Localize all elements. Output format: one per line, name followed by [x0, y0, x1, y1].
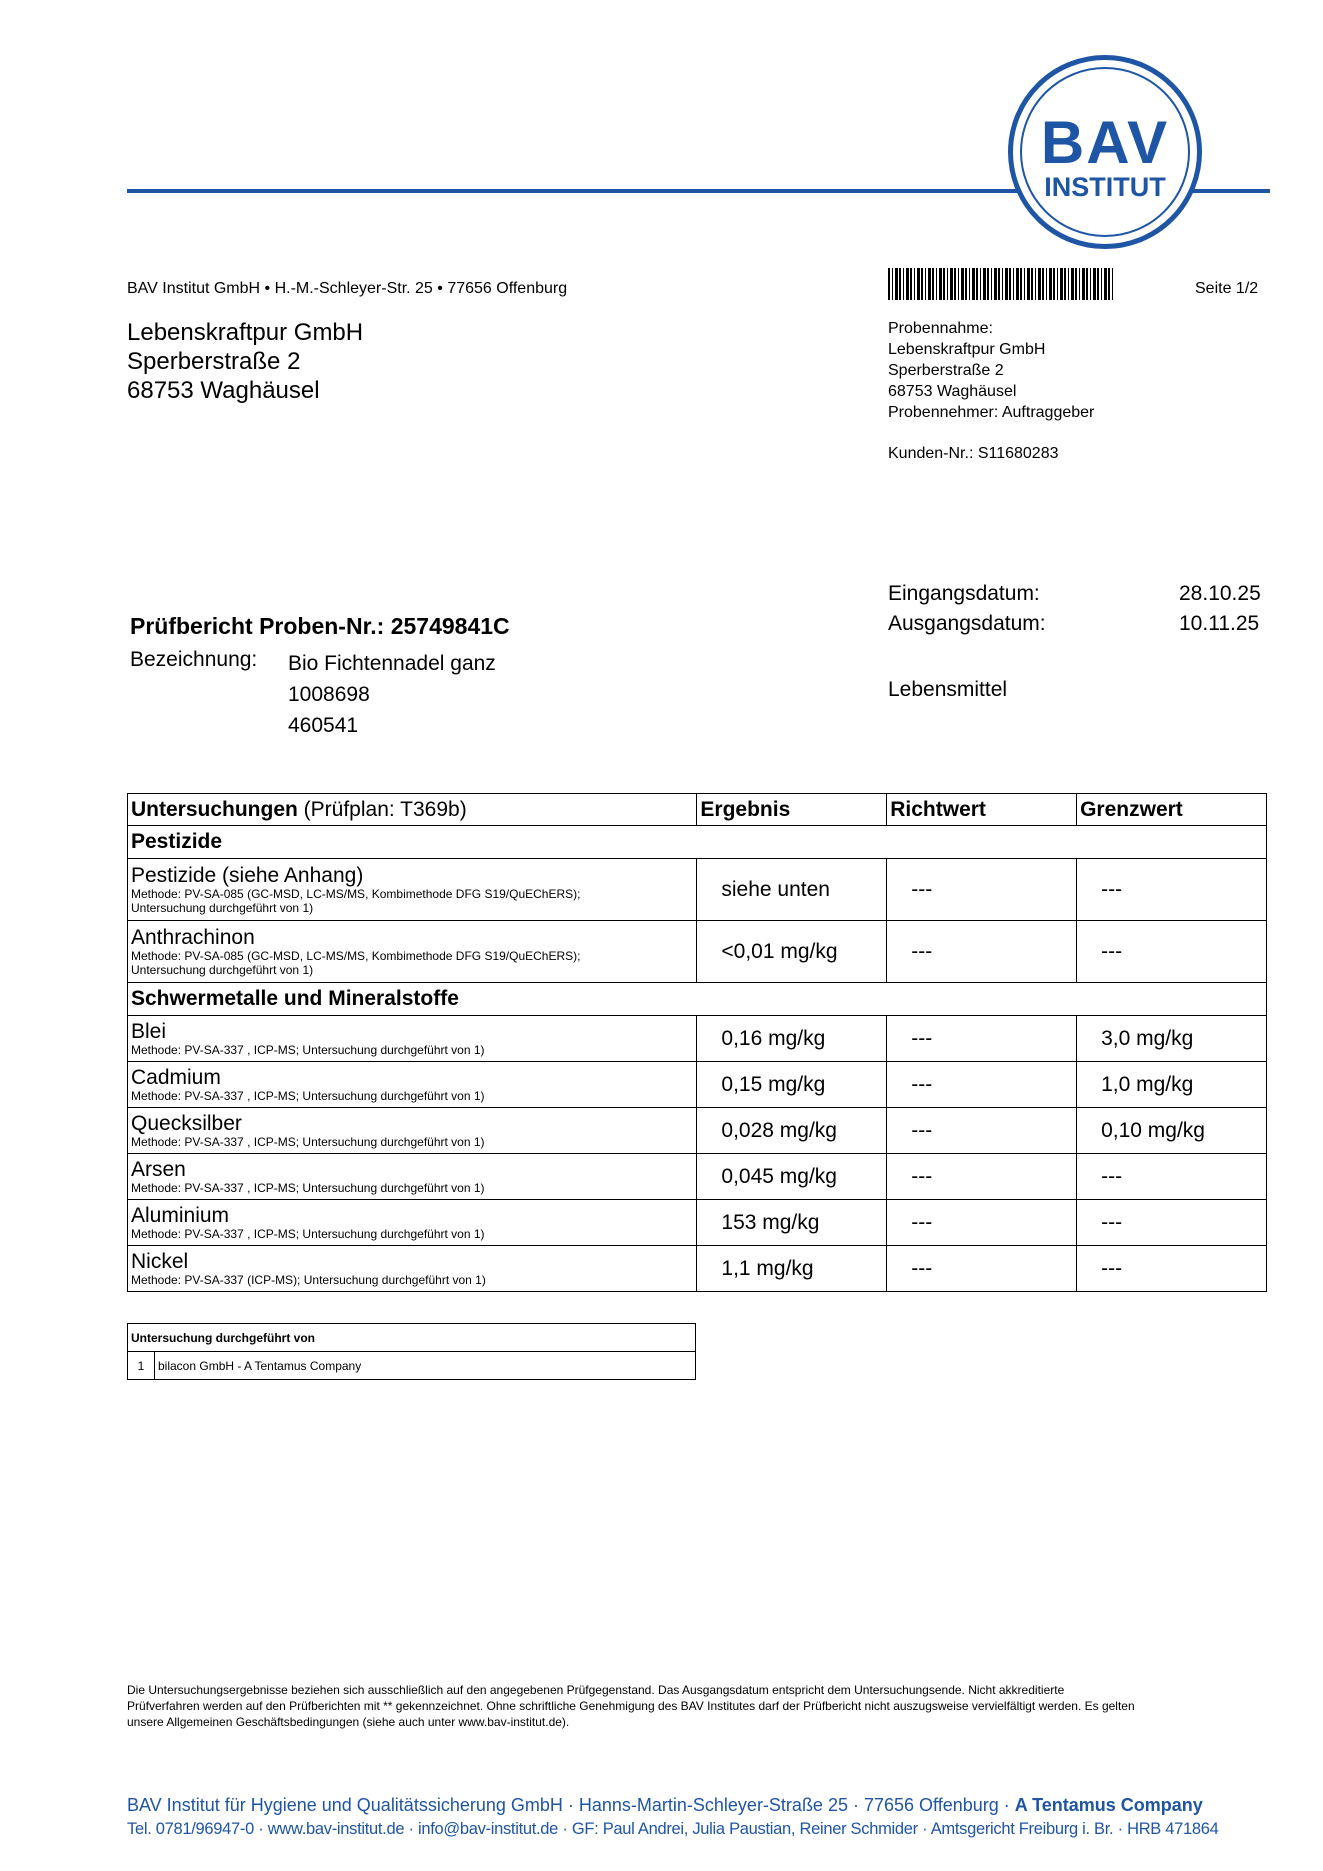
result: siehe unten — [697, 859, 887, 921]
result: 153 mg/kg — [697, 1200, 887, 1246]
page-number: Seite 1/2 — [1195, 280, 1259, 297]
disclaimer-line: unsere Allgemeinen Geschäftsbedingungen (siehe auch unter www.bav-institut.de). — [127, 1715, 570, 1729]
result: <0,01 mg/kg — [697, 921, 887, 983]
in-date: 28.10.25 — [1179, 582, 1261, 605]
labs-table — [127, 1323, 696, 1380]
guide-value: --- — [887, 1108, 1077, 1154]
header-result: Ergebnis — [697, 794, 887, 826]
method-note: Untersuchung durchgeführt von 1) — [131, 900, 314, 915]
in-date-label: Eingangsdatum: — [888, 582, 1040, 605]
method: Methode: PV-SA-337 (ICP-MS); Untersuchung durchgeführt von 1) — [131, 1272, 486, 1287]
table-row — [128, 1062, 1267, 1108]
table-row — [128, 1108, 1267, 1154]
disclaimer — [127, 1682, 1135, 1730]
limit-value: 1,0 mg/kg — [1077, 1062, 1267, 1108]
result: 0,16 mg/kg — [697, 1016, 887, 1062]
out-date-label: Ausgangsdatum: — [888, 612, 1046, 635]
guide-value: --- — [887, 1200, 1077, 1246]
limit-value: --- — [1077, 1154, 1267, 1200]
recipient-line: 68753 Waghäusel — [127, 377, 320, 404]
sampling-info — [888, 318, 1094, 464]
guide-value: --- — [887, 1062, 1077, 1108]
labs-title: Untersuchung durchgeführt von — [128, 1324, 696, 1352]
result: 0,15 mg/kg — [697, 1062, 887, 1108]
method: Methode: PV-SA-337 , ICP-MS; Untersuchung durchgeführt von 1) — [131, 1180, 485, 1195]
method-note: Untersuchung durchgeführt von 1) — [131, 962, 314, 977]
sampling-line: 68753 Waghäusel — [888, 383, 1017, 400]
lab-number: 1 — [128, 1352, 155, 1380]
table-row — [128, 921, 1267, 983]
customer-number: Kunden-Nr.: S11680283 — [888, 445, 1059, 462]
bav-logo — [1008, 55, 1202, 249]
description — [288, 648, 496, 741]
description-line: Bio Fichtennadel ganz — [288, 652, 496, 675]
sampling-line: Probennehmer: Auftraggeber — [888, 404, 1095, 421]
method: Methode: PV-SA-337 , ICP-MS; Untersuchung durchgeführt von 1) — [131, 1226, 485, 1241]
recipient-address — [127, 318, 363, 405]
section-row — [128, 983, 1267, 1016]
footer-line-1 — [127, 1795, 1203, 1816]
method: Methode: PV-SA-337 , ICP-MS; Untersuchung durchgeführt von 1) — [131, 1088, 485, 1103]
limit-value: --- — [1077, 1200, 1267, 1246]
limit-value: --- — [1077, 859, 1267, 921]
analyte-name: Blei — [131, 1019, 167, 1043]
analyte-name: Pestizide (siehe Anhang) — [131, 863, 364, 887]
logo-subtext: INSTITUT — [1044, 172, 1166, 202]
footer-address: BAV Institut für Hygiene und Qualitätssicherung GmbH · Hanns-Martin-Schleyer-Straße 25 · 77656 Offenburg · — [127, 1795, 1015, 1815]
method: Methode: PV-SA-085 (GC-MSD, LC-MS/MS, Kombimethode DFG S19/QuEChERS); — [131, 886, 581, 901]
result: 0,045 mg/kg — [697, 1154, 887, 1200]
section-title: Schwermetalle und Mineralstoffe — [128, 983, 1267, 1016]
sampling-label: Probennahme: — [888, 320, 993, 337]
analyte-name: Cadmium — [131, 1065, 221, 1089]
description-label: Bezeichnung: — [130, 648, 258, 671]
footer-company: A Tentamus Company — [1014, 1795, 1203, 1815]
analyte-name: Nickel — [131, 1249, 189, 1273]
limit-value: 3,0 mg/kg — [1077, 1016, 1267, 1062]
sender-line: BAV Institut GmbH • H.-M.-Schleyer-Str. 25 • 77656 Offenburg — [127, 280, 568, 297]
limit-value: --- — [1077, 921, 1267, 983]
disclaimer-line: Die Untersuchungsergebnisse beziehen sich ausschließlich auf den angegebenen Prüfgegenstand. Das Ausgangsdatum entspricht dem Untersuchungsende. Nicht akkreditierte — [127, 1683, 1065, 1697]
header-investigations: Untersuchungen — [131, 797, 298, 821]
header-limit: Grenzwert — [1077, 794, 1267, 826]
analyte-name: Aluminium — [131, 1203, 230, 1227]
analyte-name: Anthrachinon — [131, 925, 255, 949]
limit-value: 0,10 mg/kg — [1077, 1108, 1267, 1154]
section-title: Pestizide — [128, 826, 1267, 859]
footer-line-2: Tel. 0781/96947-0 · www.bav-institut.de · info@bav-institut.de · GF: Paul Andrei, Julia Paustian, Reiner Schmider · Amtsgericht Freiburg i. Br. · HRB 471864 — [127, 1820, 1219, 1838]
barcode — [888, 268, 1113, 300]
category: Lebensmittel — [888, 678, 1008, 701]
sampling-line: Sperberstraße 2 — [888, 362, 1004, 379]
lab-name: bilacon GmbH - A Tentamus Company — [155, 1352, 696, 1380]
table-header — [128, 794, 1267, 826]
sampling-line: Lebenskraftpur GmbH — [888, 341, 1046, 358]
report-title: Prüfbericht Proben-Nr.: 25749841C — [130, 613, 510, 639]
table-row — [128, 1154, 1267, 1200]
logo-text: BAV — [1040, 109, 1170, 176]
disclaimer-line: Prüfverfahren werden auf den Prüfberichten mit ** gekennzeichnet. Ohne schriftliche Genehmigung des BAV Institutes darf der Prüfbericht nicht auszugsweise vervielfältigt werden. Es gelten — [127, 1699, 1135, 1713]
out-date: 10.11.25 — [1179, 612, 1260, 635]
guide-value: --- — [887, 1246, 1077, 1292]
method: Methode: PV-SA-337 , ICP-MS; Untersuchung durchgeführt von 1) — [131, 1134, 485, 1149]
recipient-line: Lebenskraftpur GmbH — [127, 319, 364, 346]
method: Methode: PV-SA-085 (GC-MSD, LC-MS/MS, Kombimethode DFG S19/QuEChERS); — [131, 948, 581, 963]
description-line: 1008698 — [288, 683, 370, 706]
guide-value: --- — [887, 921, 1077, 983]
header-guide: Richtwert — [887, 794, 1077, 826]
table-row — [128, 1016, 1267, 1062]
analyte-name: Quecksilber — [131, 1111, 242, 1135]
guide-value: --- — [887, 1154, 1077, 1200]
table-row — [128, 859, 1267, 921]
recipient-line: Sperberstraße 2 — [127, 348, 301, 375]
result: 0,028 mg/kg — [697, 1108, 887, 1154]
method: Methode: PV-SA-337 , ICP-MS; Untersuchung durchgeführt von 1) — [131, 1042, 485, 1057]
description-line: 460541 — [288, 714, 359, 737]
guide-value: --- — [887, 1016, 1077, 1062]
result: 1,1 mg/kg — [697, 1246, 887, 1292]
results-table — [127, 793, 1267, 1292]
limit-value: --- — [1077, 1246, 1267, 1292]
header-plan: (Prüfplan: T369b) — [297, 797, 467, 821]
section-row — [128, 826, 1267, 859]
analyte-name: Arsen — [131, 1157, 186, 1181]
guide-value: --- — [887, 859, 1077, 921]
table-row — [128, 1200, 1267, 1246]
table-row — [128, 1246, 1267, 1292]
